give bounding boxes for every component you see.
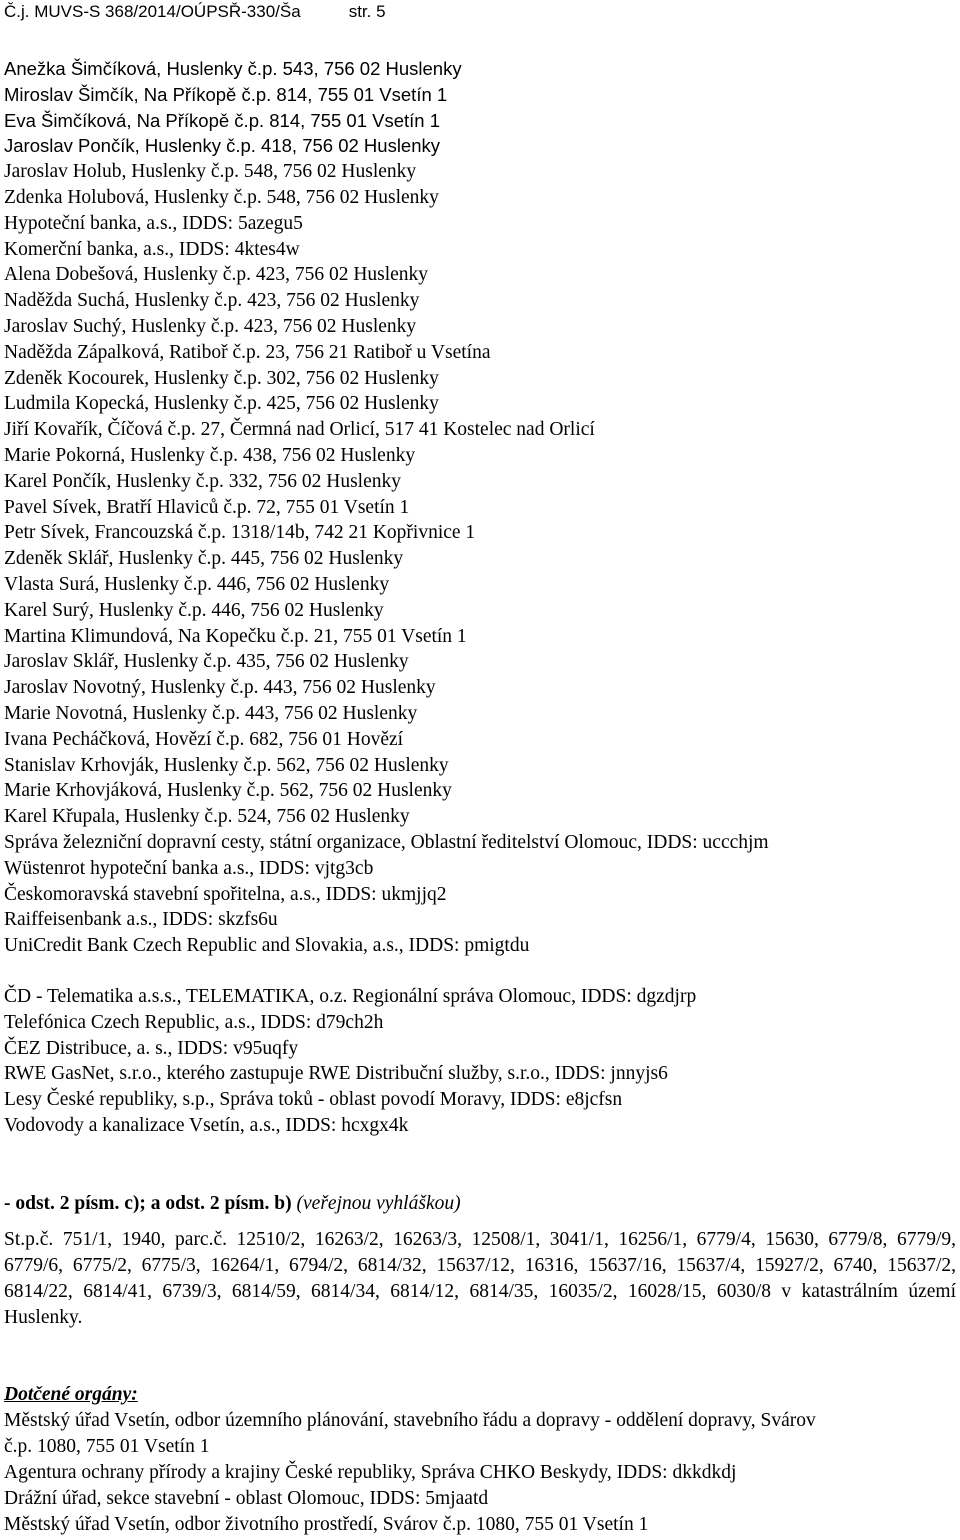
authority-line: Drážní úřad, sekce stavební - oblast Olomouc, IDDS: 5mjaatd [4, 1488, 489, 1509]
recipient-line: Alena Dobešová, Huslenky č.p. 423, 756 02 Huslenky [4, 264, 429, 286]
recipient-line: Zdenka Holubová, Huslenky č.p. 548, 756 02 Huslenky [4, 186, 439, 208]
recipient-line: Eva Šimčíková, Na Příkopě č.p. 814, 755 01 Vsetín 1 [4, 109, 441, 131]
recipient-line: Jaroslav Sklář, Huslenky č.p. 435, 756 02 Huslenky [4, 651, 409, 673]
recipient-line: Naděžda Zápalková, Ratiboř č.p. 23, 756 21 Ratiboř u Vsetína [4, 341, 491, 363]
recipient-line: Karel Křupala, Huslenky č.p. 524, 756 02 Huslenky [4, 806, 410, 828]
recipient-line: Hypoteční banka, a.s., IDDS: 5azegu5 [4, 212, 303, 234]
recipient-line: Karel Pončík, Huslenky č.p. 332, 756 02 Huslenky [4, 470, 401, 492]
recipients-list [4, 56, 769, 959]
section-reference [4, 1191, 461, 1217]
section-note: (veřejnou vyhláškou) [291, 1193, 461, 1214]
reference-number: Č.j. MUVS-S 368/2014/OÚPSŘ-330/Ša [4, 2, 301, 21]
page-header [4, 2, 386, 22]
operator-line: RWE GasNet, s.r.o., kterého zastupuje RWE Distribuční služby, s.r.o., IDDS: jnnyjs6 [4, 1063, 668, 1085]
recipient-line: Marie Novotná, Huslenky č.p. 443, 756 02 Huslenky [4, 702, 418, 724]
operator-line: ČD - Telematika a.s.s., TELEMATIKA, o.z. Regionální správa Olomouc, IDDS: dgzdjrp [4, 986, 697, 1007]
recipient-line: Naděžda Suchá, Huslenky č.p. 423, 756 02 Huslenky [4, 290, 420, 312]
recipient-line: Raiffeisenbank a.s., IDDS: skzfs6u [4, 909, 278, 931]
recipient-line: Vlasta Surá, Huslenky č.p. 446, 756 02 Huslenky [4, 573, 390, 595]
network-operators-list [4, 984, 696, 1139]
authority-line: č.p. 1080, 755 01 Vsetín 1 [4, 1436, 210, 1457]
recipient-line: Jaroslav Holub, Huslenky č.p. 548, 756 02 Huslenky [4, 161, 417, 183]
recipient-line: Ivana Pecháčková, Hovězí č.p. 682, 756 01 Hovězí [4, 728, 404, 750]
authorities-heading: Dotčené orgány: [4, 1384, 138, 1405]
section-provision: - odst. 2 písm. c); a odst. 2 písm. b) [4, 1193, 292, 1214]
page-number: str. 5 [348, 2, 386, 21]
recipient-line: Jaroslav Novotný, Huslenky č.p. 443, 756 02 Huslenky [4, 677, 436, 699]
authority-line: Městský úřad Vsetín, odbor životního prostředí, Svárov č.p. 1080, 755 01 Vsetín 1 [4, 1514, 649, 1535]
authority-line: Městský úřad Vsetín, odbor územního plánování, stavebního řádu a dopravy - oddělení dopravy, Svárov [4, 1410, 816, 1431]
recipient-line: Miroslav Šimčík, Na Příkopě č.p. 814, 755 01 Vsetín 1 [4, 83, 448, 105]
recipient-line: Wüstenrot hypoteční banka a.s., IDDS: vjtg3cb [4, 857, 374, 879]
recipient-line: Anežka Šimčíková, Huslenky č.p. 543, 756 02 Huslenky [4, 58, 462, 79]
recipient-line: Pavel Sívek, Bratří Hlaviců č.p. 72, 755 01 Vsetín 1 [4, 496, 410, 518]
recipient-line: UniCredit Bank Czech Republic and Slovakia, a.s., IDDS: pmigtdu [4, 935, 530, 957]
operator-line: ČEZ Distribuce, a. s., IDDS: v95uqfy [4, 1037, 299, 1059]
authorities-list [4, 1408, 816, 1538]
recipient-line: Ludmila Kopecká, Huslenky č.p. 425, 756 02 Huslenky [4, 393, 439, 415]
recipient-line: Petr Sívek, Francouzská č.p. 1318/14b, 742 21 Kopřivnice 1 [4, 522, 476, 544]
recipient-line: Zdeněk Kocourek, Huslenky č.p. 302, 756 02 Huslenky [4, 367, 439, 389]
recipient-line: Jiří Kovařík, Číčová č.p. 27, Čermná nad Orlicí, 517 41 Kostelec nad Orlicí [4, 419, 595, 441]
authority-line: Agentura ochrany přírody a krajiny České republiky, Správa CHKO Beskydy, IDDS: dkkdkdj [4, 1462, 737, 1483]
recipient-line: Českomoravská stavební spořitelna, a.s., IDDS: ukmjjq2 [4, 883, 447, 905]
recipient-line: Stanislav Krhovják, Huslenky č.p. 562, 756 02 Huslenky [4, 754, 449, 776]
recipient-line: Komerční banka, a.s., IDDS: 4ktes4w [4, 238, 300, 260]
operator-line: Vodovody a kanalizace Vsetín, a.s., IDDS: hcxgx4k [4, 1114, 409, 1136]
recipient-line: Jaroslav Suchý, Huslenky č.p. 423, 756 02 Huslenky [4, 315, 417, 337]
recipient-line: Správa železniční dopravní cesty, státní organizace, Oblastní ředitelství Olomouc, IDDS: uccchjm [4, 831, 769, 853]
recipient-line: Martina Klimundová, Na Kopečku č.p. 21, 755 01 Vsetín 1 [4, 625, 467, 647]
recipient-line: Karel Surý, Huslenky č.p. 446, 756 02 Huslenky [4, 599, 384, 621]
recipient-line: Marie Pokorná, Huslenky č.p. 438, 756 02 Huslenky [4, 444, 416, 466]
operator-line: Lesy České republiky, s.p., Správa toků - oblast povodí Moravy, IDDS: e8jcfsn [4, 1089, 623, 1111]
recipient-line: Marie Krhovjáková, Huslenky č.p. 562, 756 02 Huslenky [4, 780, 452, 802]
parcels-paragraph: St.p.č. 751/1, 1940, parc.č. 12510/2, 16263/2, 16263/3, 12508/1, 3041/1, 16256/1, 6779/4, 15630, 6779/8, 6779/9, 6779/6, 6775/2, 6775/3, 16264/1, 6794/2, 6814/32, 15637/12, 16316, 15637/16, 15637/4, 15927/2, 6740, 15637/2, 6814/22, 6814/41, 6739/3, 6814/59, 6814/34, 6814/12, 6814/35, 16035/2, 16028/15, 6030/8 v katastrálním území Huslenky. [4, 1229, 956, 1328]
recipient-line: Zdeněk Sklář, Huslenky č.p. 445, 756 02 Huslenky [4, 548, 404, 570]
recipient-line: Jaroslav Pončík, Huslenky č.p. 418, 756 02 Huslenky [4, 135, 441, 157]
operator-line: Telefónica Czech Republic, a.s., IDDS: d79ch2h [4, 1011, 384, 1033]
